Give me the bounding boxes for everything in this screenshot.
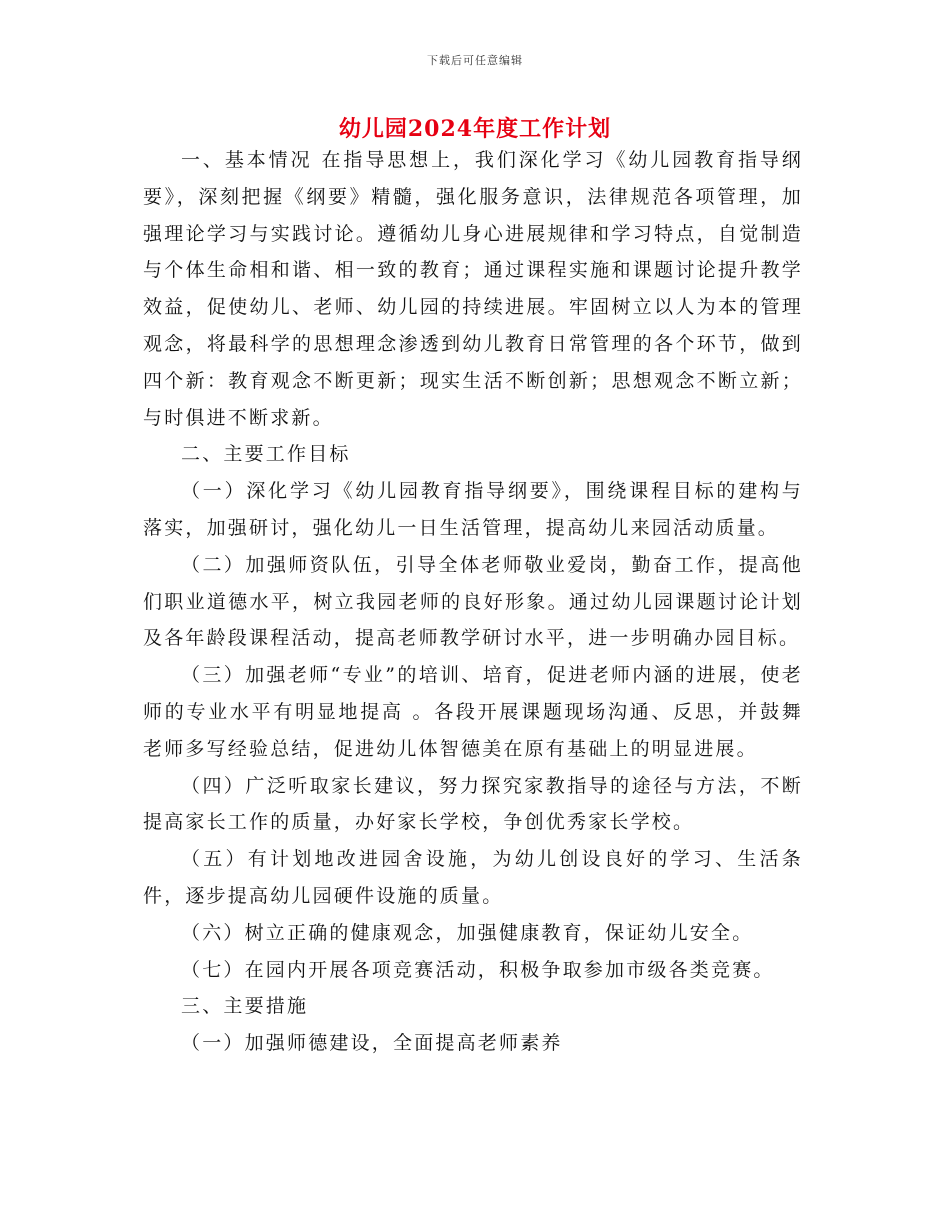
paragraph-goal-6: （六）树立正确的健康观念，加强健康教育，保证幼儿安全。: [181, 921, 754, 944]
paragraph-goal-2: （二）加强师资队伍，引导全体老师敬业爱岗，勤奋工作，提高他们职业道德水平，树立我园老师的良好形象。通过幼儿园课题讨论计划及各年龄段课程活动，提高老师教学研讨水平，进一步明确办园目标。: [143, 553, 803, 650]
document-title: 幼儿园2024年度工作计划: [338, 116, 612, 142]
heading-main-measures: 三、主要措施: [181, 995, 309, 1018]
paragraph-goal-5: （五）有计划地改进园舍设施，为幼儿创设良好的学习、生活条件，逐步提高幼儿园硬件设施的质量。: [143, 848, 803, 907]
paragraph-basic-situation: 一、基本情况 在指导思想上，我们深化学习《幼儿园教育指导纲要》，深刻把握《纲要》精髓，强化服务意识，法律规范各项管理，加强理论学习与实践讨论。遵循幼儿身心进展规律和学习特点，自觉制造与个体生命相和谐、相一致的教育；通过课程实施和课题讨论提升教学效益，促使幼儿、老师、幼儿园的持续进展。牢固树立以人为本的管理观念，将最科学的思想理念渗透到幼儿教育日常管理的各个环节，做到四个新：教育观念不断更新；现实生活不断创新；思想观念不断立新；与时俱进不断求新。: [143, 149, 803, 429]
paragraph-goal-3: （三）加强老师“专业”的培训、培育，促进老师内涵的进展，使老师的专业水平有明显地提高 。各段开展课题现场沟通、反思，并鼓舞老师多写经验总结，促进幼儿体智德美在原有基础上的明显进展。: [143, 664, 803, 760]
paragraph-measure-1: （一）加强师德建设，全面提高老师素养: [181, 1032, 563, 1055]
paragraph-goal-1: （一）深化学习《幼儿园教育指导纲要》，围绕课程目标的建构与落实，加强研讨，强化幼儿一日生活管理，提高幼儿来园活动质量。: [143, 480, 803, 539]
paragraph-goal-4: （四）广泛听取家长建议，努力探究家教指导的途径与方法，不断提高家长工作的质量，办好家长学校，争创优秀家长学校。: [143, 774, 803, 834]
heading-main-goals: 二、主要工作目标: [181, 443, 351, 466]
paragraph-goal-7: （七）在园内开展各项竞赛活动，积极争取参加市级各类竞赛。: [181, 958, 775, 981]
page-header-note: 下载后可任意编辑: [427, 54, 523, 67]
document-body: [143, 142, 803, 1062]
